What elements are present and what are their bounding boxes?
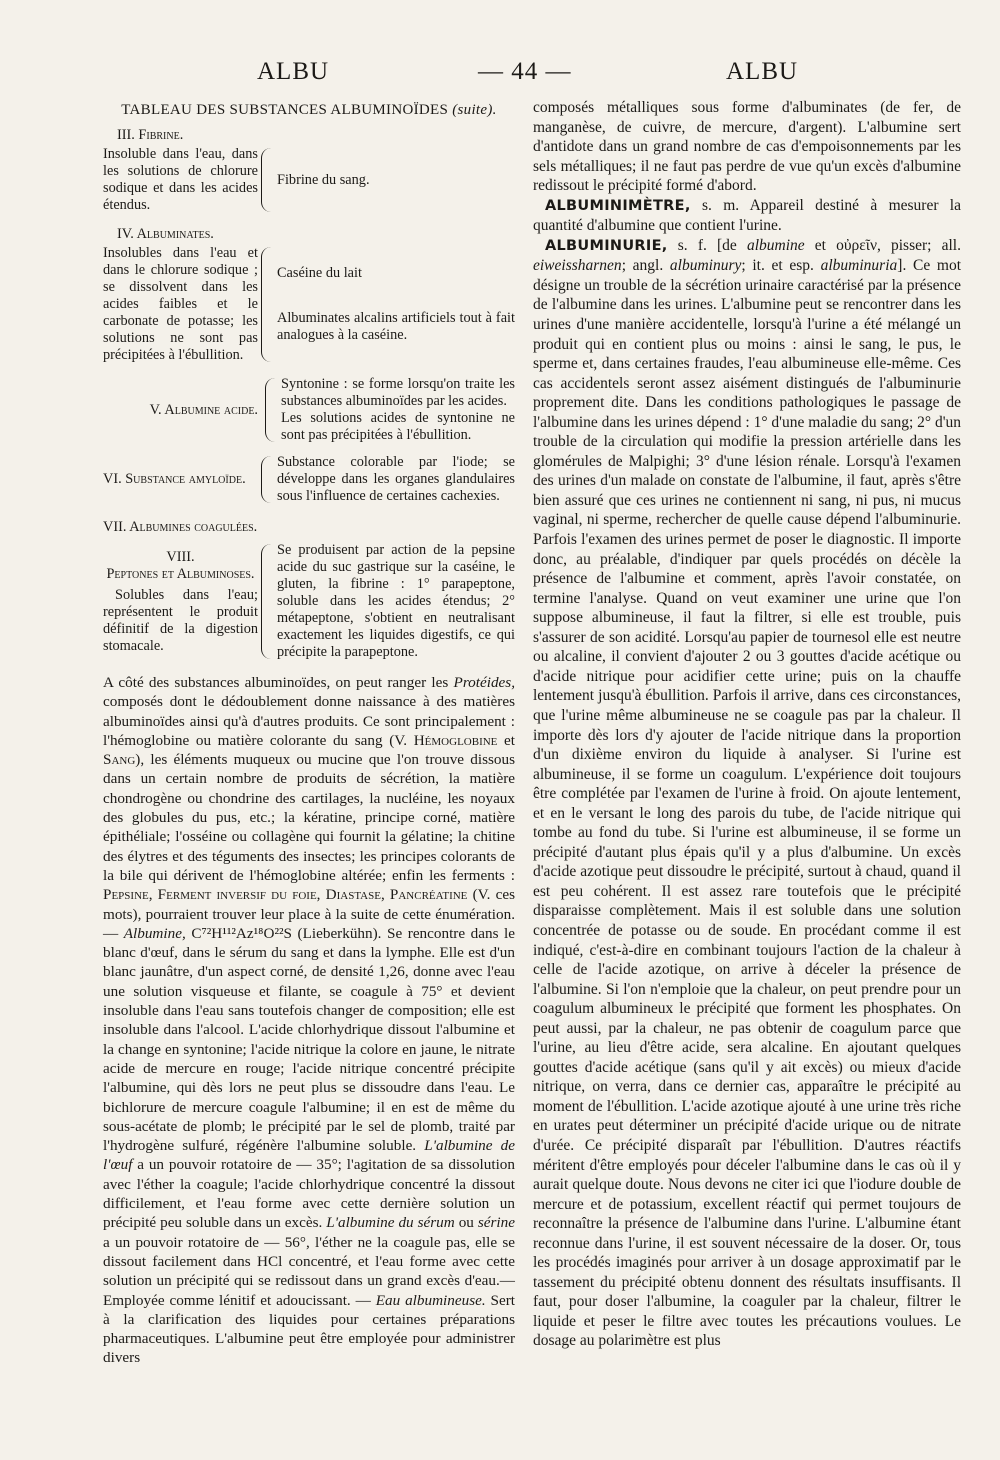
brace [261,148,274,212]
table-group-fibrine [103,127,515,214]
peptones-description: Solubles dans l'eau; représentent le produit définitif de la digestion stomacale. [103,586,258,654]
page-number: — 44 — [478,58,572,85]
term-albuminurie: ALBUMINURIE, [545,237,668,254]
heading-albumine-acide: V. Albumine acide. [149,401,258,418]
albumine-acide-syntonine: Syntonine : se forme lorsqu'on traite les substances albuminoïdes par les acides. [281,376,515,409]
heading-albumines-coagulees: VII. Albumines coagulées. [103,519,258,535]
brace [261,544,274,659]
brace [265,378,278,442]
term-proteides: Protéides, [453,674,515,691]
left-body-paragraph: A côté des substances albuminoïdes, on peut ranger les Protéides, composés dont le dédoublement donne naissance à des matières albuminoïdes ainsi qu'à d'autres produits. Ce sont principalement : l'hémoglobine ou matière colorante du sang (V. Hémoglobine et Sang), les éléments muqueux ou mucine que l'on trouve dissous dans un certain nombre de produits de sécrétion, la matière chondrogène ou chondrine des cartilages, la nucléine, les noyaux des globules du pus, etc.; la kératine, principe corné, matière épithéliale; l'osséine ou collagène qui fournit la gélatine; la chitine des élytres et des téguments des insectes; les principes colorants de la bile qui dérivent de l'hémoglobine altérée; enfin les ferments : Pepsine, Ferment inversif du foie, Diastase, Pancréatine (V. ces mots), pourraient trouver leur place à la suite de cette énumération. — Albumine, C⁷²H¹¹²Az¹⁸O²²S (Lieberkühn). Se rencontre dans le blanc d'œuf, dans le sérum du sang et dans la lymphe. Elle est d'un blanc jaunâtre, d'un aspect corné, de densité 1,26, donne avec l'eau une solution visqueuse et filante, se coagule à 75° et devient insoluble dans l'eau sans toutefois changer de composition; elle est insoluble dans l'alcool. L'acide chlorhydrique dissout l'albumine et la change en syntonine; l'acide nitrique la colore en jaune, le nitrate acide de mercure en rouge; l'acide nitrique concentré précipite l'albumine, qui dès lors ne peut plus se dissoudre dans l'eau. Le bichlorure de mercure coagule l'albumine; il en est de même du sous-acétate de plomb; le précipité par le sel de plomb, traité par l'hydrogène sulfuré, régénère l'albumine soluble. L'albumine de l'œuf a un pouvoir rotatoire de — 35°; l'agitation de sa dissolution avec l'éther la coagule; l'acide chlorhydrique concentré la dissout difficilement, et l'eau forme avec cette dernière solution un précipité peu soluble dans un excès. L'albumine du sérum ou sérine a un pouvoir rotatoire de — 56°, l'éther ne la coagule pas, elle se dissout facilement dans HCl concentré, et l'eau forme avec cette solution un précipité qui se redissout dans un grand excès d'eau.— Employée comme lénitif et adoucissant. — Eau albumineuse. Sert à la clarification des liquides pour certaines préparations pharmaceutiques. L'albumine peut être employée pour administrer divers [103,674,516,1367]
term-eau-albumineuse: Eau albumineuse. [375,1291,486,1309]
brace [261,456,274,503]
fibrine-description: Insoluble dans l'eau, dans les solutions de chlorure sodique et dans les acides étendus. [103,146,258,213]
ref-ferments: Pepsine, Ferment inversif du foie, Diastase, Pancréatine [103,886,468,904]
albuminates-description: Insolubles dans l'eau et dans le chlorure sodique ; se dissolvent dans les acides faibles et le carbonate de potasse; les solutions ne sont pas précipitées à l'ébullition. [103,245,258,363]
left-column [103,102,515,1368]
table-group-peptones [103,542,515,661]
term-serine: sérine [477,1214,515,1232]
fibrine-example: Fibrine du sang. [277,171,370,188]
table-title: TABLEAU DES SUBSTANCES ALBUMINOÏDES (suite). [121,102,497,118]
term-albumine: Albumine, [123,924,186,942]
heading-substance-amyloide: VI. Substance amyloïde. [103,471,246,487]
albumine-acide-solutions: Les solutions acides de syntonine ne sont pas précipitées à l'ébullition. [281,410,515,443]
header-left-word: ALBU [257,58,330,85]
substance-amyloide-example: Substance colorable par l'iode; se développe dans les organes glandulaires sous l'influence de certaines cachexies. [277,454,515,504]
albuminates-example-caseine: Caséine du lait [277,265,362,281]
term-albumine-oeuf: L'albumine de l'œuf [103,1137,516,1174]
table-group-substance-amyloide [103,454,515,505]
heading-fibrine: III. Fibrine. [117,127,184,143]
entry-albuminurie: ALBUMINURIE, s. f. [de albumine et οὐρεῖν, pisser; all. eiweissharnen; angl. albuminury; it. et esp. albuminuria]. Ce mot désigne un trouble de la sécrétion urinaire caractérisé par la présence de l'albumine dans les urines. L'albumine peut se rencontrer dans les urines d'une manière accidentelle, lorsqu'à l'urine a été mélangé un produit qui en contient plus ou moins : ainsi le sang, le pus, le sperme et, dans certaines fraudes, l'eau albumineuse elle-même. Ces cas accidentels seront assez aisément distingués de l'albuminurie proprement dite. Dans les conditions pathologiques le passage de l'albumine dans les urines dépend : 1° d'une maladie du sang; 2° d'un trouble de la circulation qui modifie la pression artérielle dans les glomérules de Malpighi; 3° d'une lésion rénale. Lorsqu'à l'examen des urines d'un malade on constate de l'albumine, il faut, après s'être bien assuré que ces urines ne contiennent ni sang, ni pus, ni mucus vaginal, ni sperme, rechercher de quelle cause dépend l'albuminurie. Parfois l'examen des urines permet de poser le diagnostic. Il importe donc, au préalable, d'indiquer par quels procédés on décèle la présence de l'albumine et comment, après l'avoir constatée, on termine l'analyse. Quand on veut examiner une urine que l'on suppose albumineuse, il faut la filtrer, si elle est trouble, puis s'assurer de son acidité. Lorsqu'au papier de tournesol elle est neutre ou alcaline, il convient d'ajouter 2 ou 3 gouttes d'acide acétique ou d'acide nitrique pour acidifier cette urine; puis on la chauffe lentement jusqu'à ébullition. Parfois il arrive, dans ces circonstances, que l'urine même albumineuse ne se coagule pas par la chaleur. Il importe dès lors d'y ajouter de l'acide nitrique dans la proportion d'un dixième environ du liquide à analyser. Si l'urine est albumineuse, il se forme un coagulum. L'expérience doit toujours être complétée par l'examen de l'urine à froid. On ajoute lentement, et en le versant le long des parois du tube, de l'acide nitrique qui tombe au fond du tube. Si l'urine est albumineuse, il se forme un précipité d'autant plus épais qu'il y a plus d'albumine. Un excès d'acide azotique peut dissoudre le précipité, surtout à chaud, quand il est peu cohérent. Il est assez rare toutefois que le précipité disparaisse complètement. Mais il est soluble dans une solution concentrée de potasse ou de soude. En procédant comme il est indiqué, c'est-à-dire en combinant toujours l'action de la chaleur à celle de l'acide azotique, on arrive à déceler la présence de l'albumine. Si l'on n'emploie que la chaleur, on peut prendre pour un coagulum albumineux le précipité que forment les phosphates. On peut aussi, par la chaleur, ne pas obtenir de coagulum parce que l'urine, au lieu d'être acide, sera alcaline. En ajoutant quelques gouttes d'acide acétique (sans qu'il y ait excès) ou mieux d'acide nitrique, on verra, dans ce dernier cas, apparaître le précipité au moment de l'ébullition. L'acide azotique ajouté à une urine très riche en urates peut déterminer un précipité d'acide urique ou de nitrate d'urée. Ce précipité disparaît par l'ébullition. D'autres réactifs méritent d'être employés pour déceler l'albumine dans le cas où il y aurait quelque doute. Nous devons ne citer ici que l'iodure double de mercure et de potassium, excellent réactif qui permet toujours de reconnaître la présence de l'albumine dans l'urine. L'albumine étant reconnue dans l'urine, il est souvent nécessaire de la doser. Or, tous les procédés imaginés pour arriver à un dosage approximatif par le tassement du précipité obtenu donnent des résultats insuffisants. Il faut, pour doser l'albumine, la coaguler par la chaleur, filtrer le liquide et peser le filtre avec toutes les précautions voulues. Le dosage au polarimètre est plus [533,236,962,1350]
header-right-word: ALBU [726,58,799,85]
peptones-example: Se produisent par action de la pepsine acide du suc gastrique sur la caséine, le gluten, la fibrine : 1° parapeptone, soluble dans les acides étendus; 2° métapeptone, s'obtient en neutralisant exactement les liquides digestifs, ce qui précipite la parapeptone. [277,542,515,660]
term-albumine-serum: L'albumine du sérum [326,1214,455,1232]
albuminates-example-alcalins: Albuminates alcalins artificiels tout à fait analogues à la caséine. [277,310,515,343]
entry-albuminimetre: ALBUMINIMÈTRE, s. m. Appareil destiné à mesurer la quantité d'albumine que contient l'urine. [533,196,961,235]
heading-peptones-number: VIII. [166,548,195,565]
right-continuation-paragraph: composés métalliques sous forme d'albuminates (de fer, de manganèse, de cuivre, de mercure, d'argent). L'albumine sert d'antidote dans un grand nombre de cas d'empoisonnements par les sels métalliques; il ne faut pas perdre de vue qu'un excès d'albumine redissout le précipité formé d'abord. [533,99,961,195]
table-group-albuminates [103,226,515,364]
running-head [0,58,1000,92]
brace [261,247,274,362]
ref-hemoglobine: Hémoglobine [413,731,498,749]
ref-sang: Sang [103,751,136,769]
heading-albuminates: IV. Albuminates. [117,226,214,242]
right-column [533,98,961,1351]
table-group-albumine-acide [103,376,515,444]
heading-peptones-name: Peptones et Albuminoses. [106,565,255,582]
term-albuminimetre: ALBUMINIMÈTRE, [545,197,691,214]
